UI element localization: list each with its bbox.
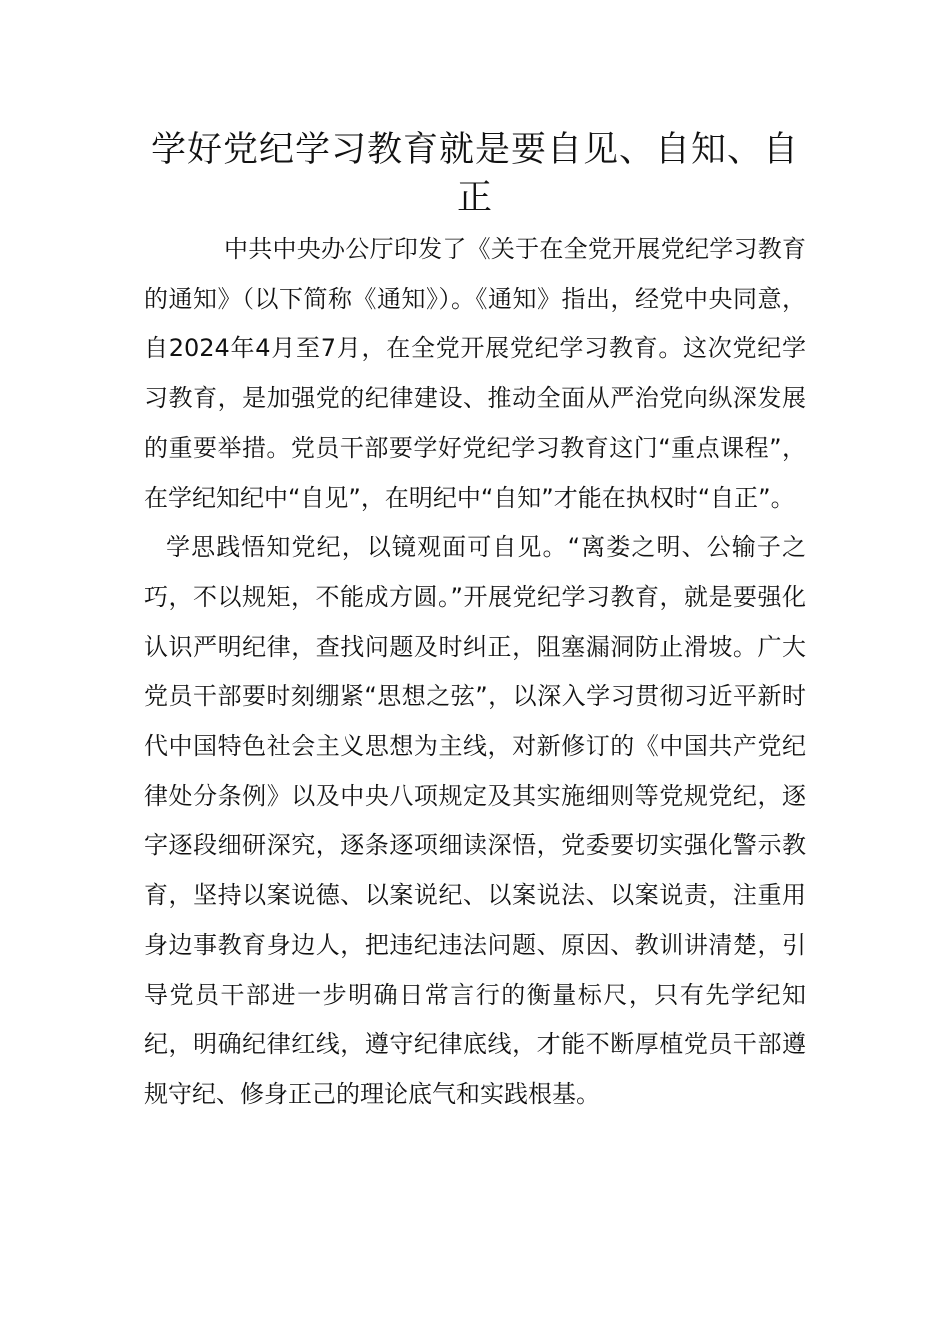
document-body [144, 225, 806, 1120]
document-title: 学好党纪学习教育就是要自见、自知、自正 [150, 130, 799, 218]
body-paragraph: 学思践悟知党纪，以镜观面可自见。“离娄之明、公输子之巧，不以规矩，不能成方圆。”开展党纪学习教育，就是要强化认识严明纪律，查找问题及时纠正，阻塞漏洞防止滑坡。广大党员干部要时刻绷紧“思想之弦”，以深入学习贯彻习近平新时代中国特色社会主义思想为主线，对新修订的《中国共产党纪律处分条例》以及中央八项规定及其实施细则等党规党纪，逐字逐段细研深究，逐条逐项细读深悟，党委要切实强化警示教育，坚持以案说德、以案说纪、以案说法、以案说责，注重用身边事教育身边人，把违纪违法问题、原因、教训讲清楚，引导党员干部进一步明确日常言行的衡量标尺，只有先学纪知纪，明确纪律红线，遵守纪律底线，才能不断厚植党员干部遵规守纪、修身正己的理论底气和实践根基。 [144, 533, 806, 1108]
body-paragraph: 中共中央办公厅印发了《关于在全党开展党纪学习教育的通知》（以下简称《通知》）。《通知》指出，经党中央同意，自2024年4月至7月，在全党开展党纪学习教育。这次党纪学习教育，是加强党的纪律建设、推动全面从严治党向纵深发展的重要举措。党员干部要学好党纪学习教育这门“重点课程”，在学纪知纪中“自见”，在明纪中“自知”才能在执权时“自正”。 [144, 235, 806, 512]
